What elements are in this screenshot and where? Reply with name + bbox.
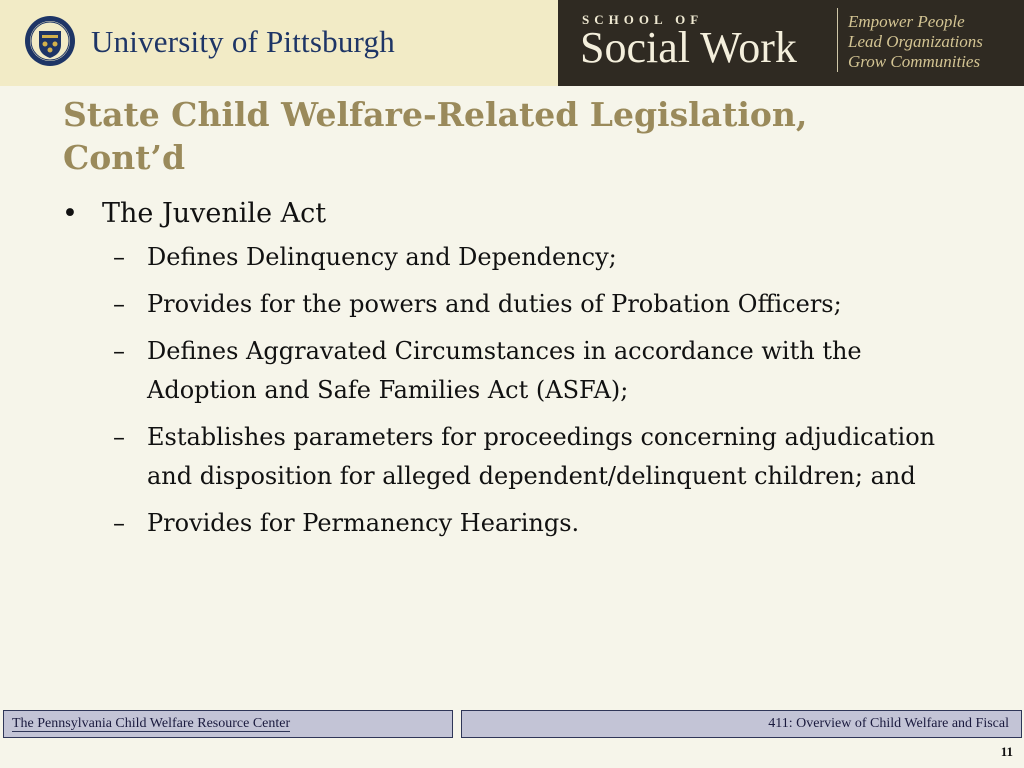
sub-bullet-text: Provides for the powers and duties of Probation Officers; bbox=[147, 290, 842, 318]
slide-title bbox=[63, 93, 963, 179]
school-of-label: SCHOOL OF bbox=[582, 12, 704, 27]
sub-bullet-item bbox=[113, 238, 980, 277]
bullet-icon: • bbox=[62, 198, 78, 229]
tagline-line: Empower People bbox=[848, 12, 965, 31]
school-name: Social Work bbox=[580, 23, 797, 72]
page-number: 11 bbox=[1000, 744, 1013, 759]
sub-bullet-text: Defines Delinquency and Dependency; bbox=[147, 243, 617, 271]
dash-icon: – bbox=[113, 243, 125, 271]
header-divider bbox=[837, 8, 838, 72]
tagline-line: Lead Organizations bbox=[848, 32, 983, 51]
sub-bullet-text: Defines Aggravated Circumstances in accordance with the Adoption and Safe Families Act (ASFA); bbox=[147, 337, 862, 404]
slide-body bbox=[60, 196, 980, 551]
sub-bullet-item bbox=[113, 285, 980, 324]
slide-title-line: Cont’d bbox=[63, 138, 186, 177]
footer-course-text: 411: Overview of Child Welfare and Fiscal bbox=[768, 716, 1009, 731]
school-tagline bbox=[848, 12, 983, 72]
sub-bullet-text: Provides for Permanency Hearings. bbox=[147, 509, 580, 537]
footer-organization-text: The Pennsylvania Child Welfare Resource Center bbox=[12, 716, 291, 731]
dash-icon: – bbox=[113, 337, 125, 365]
university-banner bbox=[0, 0, 558, 86]
tagline-line: Grow Communities bbox=[848, 52, 981, 71]
bullet-text: The Juvenile Act bbox=[102, 198, 327, 229]
slide-title-line: State Child Welfare-Related Legislation, bbox=[63, 95, 808, 134]
university-name: University of Pittsburgh bbox=[91, 24, 395, 59]
dash-icon: – bbox=[113, 290, 125, 318]
dash-icon: – bbox=[113, 423, 125, 451]
sub-bullet-item bbox=[113, 332, 980, 410]
university-seal-icon bbox=[24, 15, 76, 67]
dash-icon: – bbox=[113, 509, 125, 537]
footer-course bbox=[461, 710, 1022, 738]
sub-bullet-item bbox=[113, 418, 980, 496]
footer-organization bbox=[3, 710, 453, 738]
school-banner bbox=[558, 0, 1024, 86]
bullet-item bbox=[60, 196, 980, 232]
sub-bullet-text: Establishes parameters for proceedings concerning adjudication and disposition for alleged dependent/delinquent children; and bbox=[147, 423, 936, 490]
slide-header bbox=[0, 0, 1024, 86]
sub-bullet-item bbox=[113, 504, 980, 543]
